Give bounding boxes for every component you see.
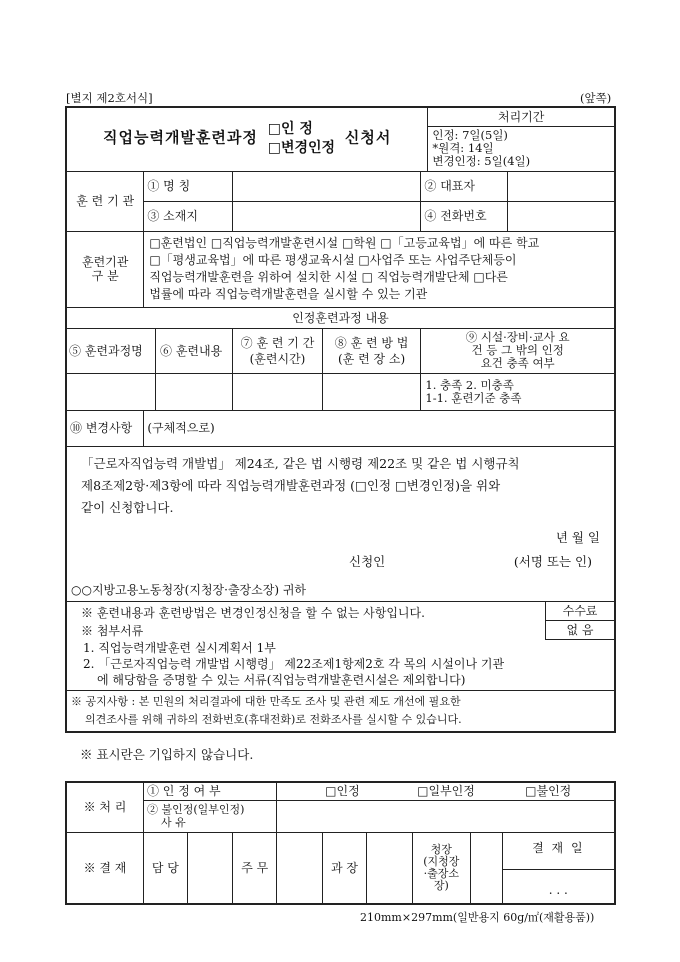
approver-head	[412, 832, 470, 904]
col-method-line2: (훈 련 장 소)	[337, 351, 406, 366]
period-field[interactable]	[233, 373, 323, 410]
fee-label: 수수료	[546, 602, 614, 621]
head-line1: 청장	[430, 842, 452, 856]
col-requirements	[421, 328, 615, 373]
approval-date-label: 결 재 일	[503, 833, 614, 870]
address-label: ③ 소재지	[144, 201, 233, 231]
institution-label: 훈 련 기 관	[66, 171, 144, 231]
application-form	[65, 106, 616, 733]
notice-line1: ※ 공지사항 : 본 민원의 처리결과에 대한 만족도 조사 및 관련 제도 개선에 필요한	[71, 694, 461, 708]
col-req-line2: 건 등 그 밖의 인정	[471, 343, 564, 357]
notice-line2: 의견조사를 위해 귀하의 전화번호(휴대전화)로 전화조사를 실시할 수 있습니다.	[85, 712, 462, 726]
declaration-line3: 같이 신청합니다.	[81, 499, 174, 515]
head-line2: (지청장	[423, 854, 460, 868]
notes-block	[66, 601, 615, 732]
category-line3: 직업능력개발훈련을 위하여 설치한 시설 □ 직업능력개발단체 □다른	[149, 270, 508, 284]
period-change: 변경인정: 5일(4일)	[432, 154, 531, 168]
recipient: ○○지방고용노동청장(지청장·출장소장) 귀하	[71, 582, 306, 597]
paper-spec: 210mm×297mm(일반용지 60g/㎡(재활용품))	[360, 911, 595, 924]
sign-head[interactable]	[470, 832, 502, 904]
fee-value: 없 음	[546, 621, 614, 640]
requirement-status[interactable]	[421, 373, 615, 410]
approval-date-value[interactable]: . . .	[548, 882, 568, 897]
category-line1: □훈련법인 □직업능력개발훈련시설 □학원 □「고등교육법」에 따른 학교	[149, 236, 540, 250]
category-label-line2: 구 분	[91, 269, 119, 283]
name-label: ① 명 칭	[144, 171, 233, 201]
head-line4: 장)	[433, 878, 449, 892]
col-course-name: ⑤ 훈련과정명	[67, 329, 156, 373]
approval-status-label: ① 인 정 여 부	[143, 782, 276, 800]
col-req-line3: 요건 충족 여부	[480, 356, 555, 370]
phone-label: ④ 전화번호	[421, 201, 508, 231]
col-method-line1: ⑧ 훈 련 방 법	[334, 335, 409, 350]
rejection-reason-label	[143, 800, 276, 832]
method-field[interactable]	[322, 373, 421, 410]
col-course-content: ⑥ 훈련내용	[160, 343, 223, 358]
reason-line1: ② 불인정(일부인정)	[146, 803, 245, 816]
note-content-method: ※ 훈련내용과 훈련방법은 변경인정신청을 할 수 없는 사항입니다.	[81, 605, 425, 620]
sign-staff[interactable]	[187, 832, 233, 904]
declaration-date[interactable]: 년 월 일	[555, 529, 600, 545]
period-remote: *원격: 14일	[432, 141, 494, 155]
processing-period-label: 처리기간	[428, 108, 614, 127]
title-main: 직업능력개발훈련과정	[102, 128, 258, 147]
head-line3: ·출장소	[423, 866, 459, 880]
option-rejected[interactable]: □불인정	[525, 784, 572, 799]
sign-director[interactable]	[366, 832, 412, 904]
signature-hint[interactable]: (서명 또는 인)	[513, 553, 592, 569]
representative-label: ② 대표자	[421, 171, 508, 201]
title-option-approval[interactable]: □인 정	[267, 121, 313, 138]
approval-label: ※ 결 재	[66, 832, 143, 904]
reason-line2: 사 유	[160, 816, 186, 829]
category-label-line1: 훈련기관	[81, 255, 129, 269]
course-data-5-6[interactable]	[66, 373, 233, 410]
form-number: [별지 제2호서식]	[66, 91, 153, 105]
option-partial[interactable]: □일부인정	[417, 784, 475, 799]
approver-chief: 주 무	[233, 832, 277, 904]
category-options[interactable]	[144, 231, 615, 307]
col-period-line1: ⑦ 훈 련 기 간	[240, 335, 315, 350]
processing-period	[428, 107, 615, 171]
declaration-line2: 제8조제2항·제3항에 따라 직업능력개발훈련과정 (□인정 □변경인정)을 위와	[81, 477, 501, 493]
attachment-1: 1. 직업능력개발훈련 실시계획서 1부	[83, 640, 276, 655]
change-label: ⑩ 변경사항	[66, 410, 144, 446]
category-line2: □「평생교육법」에 따른 평생교육시설 □사업주 또는 사업주단체등이	[149, 253, 517, 267]
applicant-label: 신청인	[349, 553, 386, 569]
phone-field[interactable]	[508, 201, 616, 231]
period-approval: 인정: 7일(5일)	[432, 128, 508, 142]
approver-staff: 담 당	[143, 832, 187, 904]
title-option-change[interactable]: □변경인정	[267, 140, 336, 157]
course-section-title: 인정훈련과정 내용	[66, 307, 615, 328]
category-label	[66, 231, 144, 307]
attachment-2-line1: 2. 「근로자직업능력 개발법 시행령」 제22조제1항제2호 각 목의 시설이나 기관	[83, 656, 505, 671]
sign-chief[interactable]	[277, 832, 323, 904]
change-field[interactable]: (구체적으로)	[144, 410, 615, 446]
name-field[interactable]	[233, 171, 421, 201]
category-line4: 법률에 따라 직업능력개발훈련을 실시할 수 있는 기관	[149, 287, 428, 301]
form-title	[66, 107, 428, 171]
col-period	[233, 328, 323, 373]
declaration-block	[66, 446, 615, 601]
approval-date[interactable]	[502, 832, 615, 904]
address-field[interactable]	[233, 201, 421, 231]
attachment-2-line2: 에 해당함을 증명할 수 있는 서류(직업능력개발훈련시설은 제외합니다)	[97, 672, 466, 687]
declaration-line1: 「근로자직업능력 개발법」 제24조, 같은 법 시행령 제22조 및 같은 법 시행규칙	[81, 455, 520, 471]
status-line2: 1-1. 훈련기준 충족	[425, 390, 522, 405]
representative-field[interactable]	[508, 171, 616, 201]
processing-table	[65, 781, 616, 905]
approval-status-options[interactable]	[277, 782, 615, 800]
process-label: ※ 처 리	[66, 782, 143, 832]
rejection-reason-field[interactable]	[277, 800, 615, 832]
no-fill-note: ※ 표시란은 기입하지 않습니다.	[80, 747, 254, 762]
page-side: (앞쪽)	[580, 91, 612, 105]
col-method	[322, 328, 421, 373]
course-header-5-6	[66, 328, 233, 373]
option-approved[interactable]: □인정	[325, 784, 360, 799]
title-suffix: 신청서	[344, 128, 392, 147]
col-period-line2: (훈련시간)	[249, 351, 306, 366]
status-line1: 1. 충족 2. 미충족	[425, 377, 514, 392]
attachments-label: ※ 첨부서류	[81, 623, 144, 638]
col-req-line1: ⑨ 시설·장비·교사 요	[465, 330, 570, 344]
approver-director: 과 장	[323, 832, 367, 904]
